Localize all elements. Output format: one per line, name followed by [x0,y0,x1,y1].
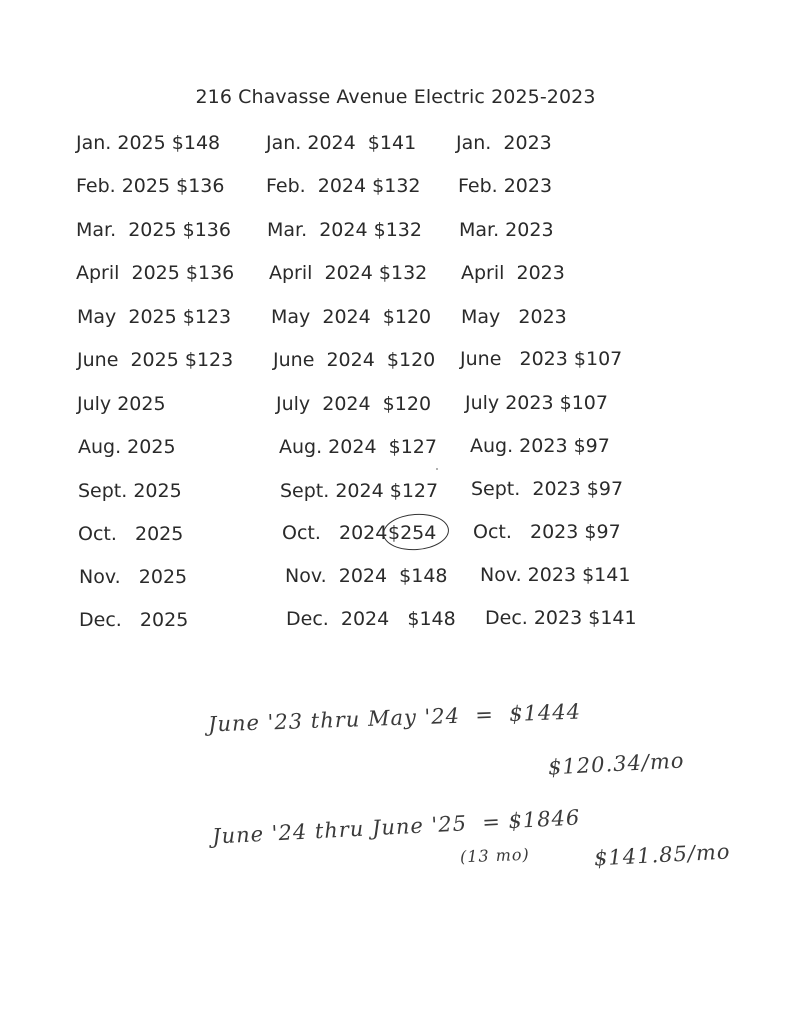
row-oct-2025: Oct. 2025 [78,523,184,545]
row-jun-2024: June 2024 $120 [273,349,436,371]
row-dec-2024: Dec. 2024 $148 [286,608,456,630]
circle-annotation [382,512,450,553]
row-jul-2025: July 2025 [77,393,166,415]
page-title: 216 Chavasse Avenue Electric 2025-2023 [195,86,596,108]
handwritten-note-line2: June '24 thru June '25 = $1846 [211,805,581,849]
row-mar-2025: Mar. 2025 $136 [76,219,231,241]
row-may-2023: May 2023 [461,306,567,328]
row-apr-2024: April 2024 $132 [269,262,428,284]
row-nov-2023: Nov. 2023 $141 [480,564,631,586]
row-dec-2023: Dec. 2023 $141 [485,607,637,629]
row-aug-2023: Aug. 2023 $97 [470,435,610,457]
row-mar-2023: Mar. 2023 [459,219,554,241]
row-sep-2024: Sept. 2024 $127 [280,480,439,502]
row-apr-2025: April 2025 $136 [76,262,235,284]
row-aug-2024: Aug. 2024 $127 [279,436,437,458]
handwritten-note-line1: June '23 thru May '24 = $1444 [207,699,582,737]
row-jan-2023: Jan. 2023 [456,132,552,154]
row-nov-2025: Nov. 2025 [79,566,188,588]
row-feb-2025: Feb. 2025 $136 [76,175,225,197]
row-jul-2024: July 2024 $120 [276,393,432,415]
oct-2024-circled-value: $254 [388,522,437,544]
handwritten-note-line2-average: $141.85/mo [593,839,732,871]
row-jan-2025: Jan. 2025 $148 [76,132,221,154]
row-sep-2025: Sept. 2025 [78,480,182,502]
row-mar-2024: Mar. 2024 $132 [267,219,422,241]
handwritten-note-line2-months: (13 mo) [459,844,531,867]
handwritten-note-line1-average: $120.34/mo [547,748,686,780]
row-may-2024: May 2024 $120 [271,306,432,328]
row-nov-2024: Nov. 2024 $148 [285,565,448,587]
row-jul-2023: July 2023 $107 [465,392,608,414]
scan-speck [436,468,438,470]
row-jun-2023: June 2023 $107 [460,348,623,370]
row-jun-2025: June 2025 $123 [77,349,234,371]
row-oct-2024: Oct. 2024 [282,522,388,544]
row-feb-2023: Feb. 2023 [458,175,553,197]
row-sep-2023: Sept. 2023 $97 [471,478,624,500]
row-jan-2024: Jan. 2024 $141 [266,132,417,154]
row-dec-2025: Dec. 2025 [79,609,189,631]
row-may-2025: May 2025 $123 [77,306,232,328]
row-oct-2023: Oct. 2023 $97 [473,521,621,543]
row-aug-2025: Aug. 2025 [78,436,176,458]
row-apr-2023: April 2023 [461,262,565,284]
row-feb-2024: Feb. 2024 $132 [266,175,421,197]
